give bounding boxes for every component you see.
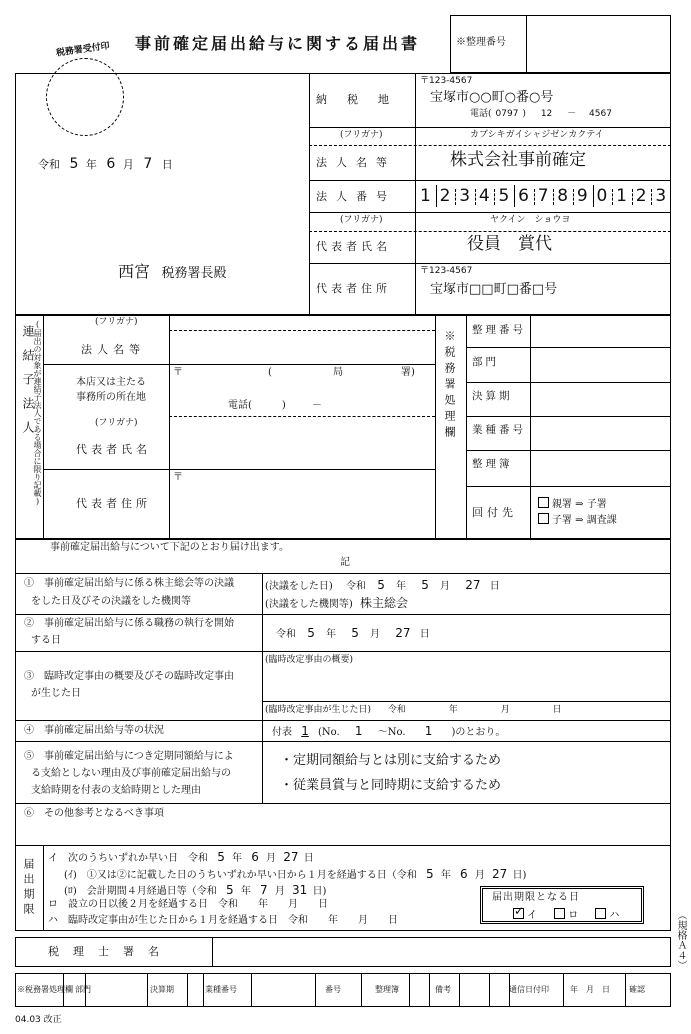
renketsu-paren-open: ( (268, 367, 272, 378)
checkbox-ha[interactable] (595, 908, 606, 919)
renketsu-kyoku: 局 (333, 367, 343, 378)
tax-office: 西宮 税務署長殿 (118, 262, 227, 281)
bottom-cell-label: 年 月 日 (570, 985, 610, 994)
item1-organ[interactable]: (決議をした機関等) 株主総会 (265, 596, 409, 610)
renketsu-furigana1: (フリガナ) (95, 317, 138, 327)
corp-number-digit[interactable]: 1 (420, 186, 431, 206)
submit-date: 令和 5 年 6 月 7 日 (38, 156, 173, 172)
corp-number-digit[interactable]: 6 (518, 186, 529, 206)
item6-label: ⑥ その他参考となるべき事項 (24, 808, 164, 819)
corp-number-digit[interactable]: 2 (635, 186, 647, 206)
renketsu-name-label: 法人名等 (81, 343, 145, 356)
rep-address-label: 代表者住所 (316, 282, 391, 295)
item4-label: ④ 事前確定届出給与等の状況 (24, 725, 164, 736)
item5-label2: る支給としない理由及び事前確定届出給与の (31, 768, 231, 779)
corp-number-digit[interactable]: 0 (596, 186, 608, 206)
office-use-side-title: ※税務署処理欄 (443, 330, 456, 442)
item1-label2: をした日及びその決議をした機関等 (31, 596, 191, 607)
corp-address[interactable]: 宝塚市○○町○番○号 (430, 90, 554, 105)
body-ki: 記 (340, 557, 350, 568)
corp-number-digit[interactable]: 2 (439, 186, 451, 206)
rep-name[interactable]: 役員 賞代 (467, 234, 552, 254)
deadline-line-i1: (ｲ) ①又は②に記載した日のうちいずれか早い日から１月を経過する日（令和 5 年 6 月 27 日) (64, 867, 527, 881)
item3-date[interactable]: (臨時改定事由が生じた日) 令和 年 月 日 (265, 705, 562, 715)
corp-number-cells[interactable] (416, 181, 671, 212)
rep-name-label: 代表者氏名 (316, 240, 391, 253)
office-use-row-label: 決算期 (472, 390, 513, 402)
bottom-cell-label: 確認 (629, 985, 645, 994)
item3-sub1: (臨時改定事由の概要) (265, 655, 354, 665)
revision-note: 04.03 改正 (15, 1015, 62, 1025)
office-use-row-label: 部門 (472, 356, 499, 368)
bottom-cell-label: 決算期 (150, 985, 174, 994)
rep-name-kana[interactable]: ヤクイン ショウヨ (490, 215, 571, 225)
deadline-line-i2: (ﾛ) 会計期間４月経過日等（令和 5 年 7 月 31 日) (64, 883, 327, 897)
renketsu-sho: 署) (401, 367, 415, 378)
item3-label1: ③ 臨時改定事由の概要及びその臨時改定事由 (24, 671, 234, 682)
corp-phone[interactable]: 電話( 0797 ) 12 － 4567 (470, 109, 612, 119)
form-title: 事前確定届出給与に関する届出書 (135, 34, 421, 53)
item3-label2: が生じた日 (31, 688, 81, 699)
corp-number-digit[interactable]: 3 (459, 186, 471, 206)
rep-postal[interactable]: 〒123-4567 (420, 266, 473, 276)
renketsu-furigana2: (フリガナ) (95, 418, 138, 428)
renketsu-rep-addr-label: 代表者住所 (76, 497, 151, 510)
corp-name[interactable]: 株式会社事前確定 (450, 150, 586, 170)
item5-label1: ⑤ 事前確定届出給与につき定期同額給与によ (24, 751, 234, 762)
checkbox-ro[interactable] (554, 908, 565, 919)
deadline-line-ro: ロ 設立の日以後２月を経過する日 令和 年 月 日 (48, 899, 328, 910)
paper-size-note: （規格Ａ４） (675, 910, 686, 970)
corp-number-digit[interactable]: 7 (537, 186, 549, 206)
body-intro: 事前確定届出給与について下記のとおり届け出ます。 (50, 542, 289, 553)
deadline-box-title: 届出期限となる日 (492, 892, 580, 903)
corp-postal[interactable]: 〒123-4567 (420, 76, 473, 86)
office-use-row-label: 業種番号 (472, 424, 526, 436)
corp-number-digit[interactable]: 4 (478, 186, 490, 206)
renketsu-side-note: (届出の対象が連結子法人である場合に限り記載) (33, 320, 42, 506)
corp-number-label: 法人番号 (316, 190, 396, 203)
tax-accountant-label: 税理士署名 (48, 945, 173, 958)
seiri-number-label: ※整理番号 (456, 37, 506, 48)
kaifu-option1[interactable]: 親署 ⇒ 子署 (538, 497, 607, 510)
office-use-row-label: 整理番号 (472, 324, 526, 336)
bottom-cell-label: 通信日付印 (509, 985, 549, 994)
bottom-office-cells (15, 973, 671, 1007)
renketsu-postal-mark: 〒 (173, 367, 183, 378)
kaifu-option2[interactable]: 子署 ⇒ 調査課 (538, 513, 617, 526)
bottom-cell-label: 部門 (75, 985, 91, 994)
rep-furigana-label: (フリガナ) (340, 215, 383, 225)
rep-address[interactable]: 宝塚市□□町□番□号 (430, 282, 558, 297)
deadline-line-ha: ハ 臨時改定事由が生じた日から１月を経過する日 令和 年 月 日 (48, 915, 398, 926)
item4-value[interactable]: 付表 1 (No. 1 ～No. 1 )のとおり。 (272, 724, 506, 738)
item5-label3: 支給時期を付表の支給時期とした理由 (31, 785, 201, 796)
item2-date[interactable]: 令和 5 年 5 月 27 日 (276, 626, 430, 640)
corp-number-digit[interactable]: 9 (576, 186, 588, 206)
item2-label2: する日 (31, 635, 61, 646)
furigana-label: (フリガナ) (340, 130, 383, 140)
renketsu-honten-label2: 事務所の所在地 (76, 392, 146, 403)
corp-number-digit[interactable]: 8 (557, 186, 569, 206)
deadline-side: 届出期限 (22, 858, 35, 918)
bottom-cell-label: 業種番号 (205, 985, 237, 994)
corp-number-digit[interactable]: 3 (655, 186, 667, 206)
nozei-label: 納税地 (316, 93, 409, 106)
item2-label1: ② 事前確定届出給与に係る職務の執行を開始 (24, 618, 234, 629)
bottom-cell-label: 整理簿 (375, 985, 399, 994)
item5-reason1[interactable]: ・定期同額給与とは別に支給するため (280, 753, 502, 768)
checkbox-i[interactable]: ✓ (514, 904, 525, 918)
office-use-row-label: 整理簿 (472, 458, 513, 470)
deadline-options[interactable]: ✓ イ ロ ハ (514, 904, 620, 921)
bottom-cell-label: 番号 (325, 985, 341, 994)
renketsu-side-title: 連結子法人 (21, 325, 35, 445)
reception-stamp-label: 税務署受付印 (55, 41, 111, 59)
item1-label1: ① 事前確定届出給与に係る株主総会等の決議 (24, 578, 234, 589)
deadline-line-i: イ 次のうちいずれか早い日 令和 5 年 6 月 27 日 (48, 850, 314, 864)
corp-name-label: 法人名等 (316, 156, 396, 169)
item5-reason2[interactable]: ・従業員賞与と同時期に支給するため (280, 778, 502, 793)
renketsu-postal-mark2: 〒 (173, 472, 183, 483)
corp-name-kana[interactable]: カブシキガイシャジゼンカクテイ (470, 130, 604, 140)
renketsu-phone: 電話( ) － (228, 400, 322, 411)
corp-number-digit[interactable]: 5 (498, 186, 510, 206)
renketsu-rep-label: 代表者氏名 (76, 443, 151, 456)
bottom-cell-label: ※税務署処理欄 (17, 985, 73, 994)
kaifu-label: 回付先 (472, 506, 517, 519)
corp-number-digit[interactable]: 1 (616, 186, 627, 206)
bottom-cell-label: 備考 (435, 985, 451, 994)
renketsu-honten-label1: 本店又は主たる (76, 377, 146, 388)
item1-date[interactable]: (決議をした日) 令和 5 年 5 月 27 日 (265, 578, 500, 592)
